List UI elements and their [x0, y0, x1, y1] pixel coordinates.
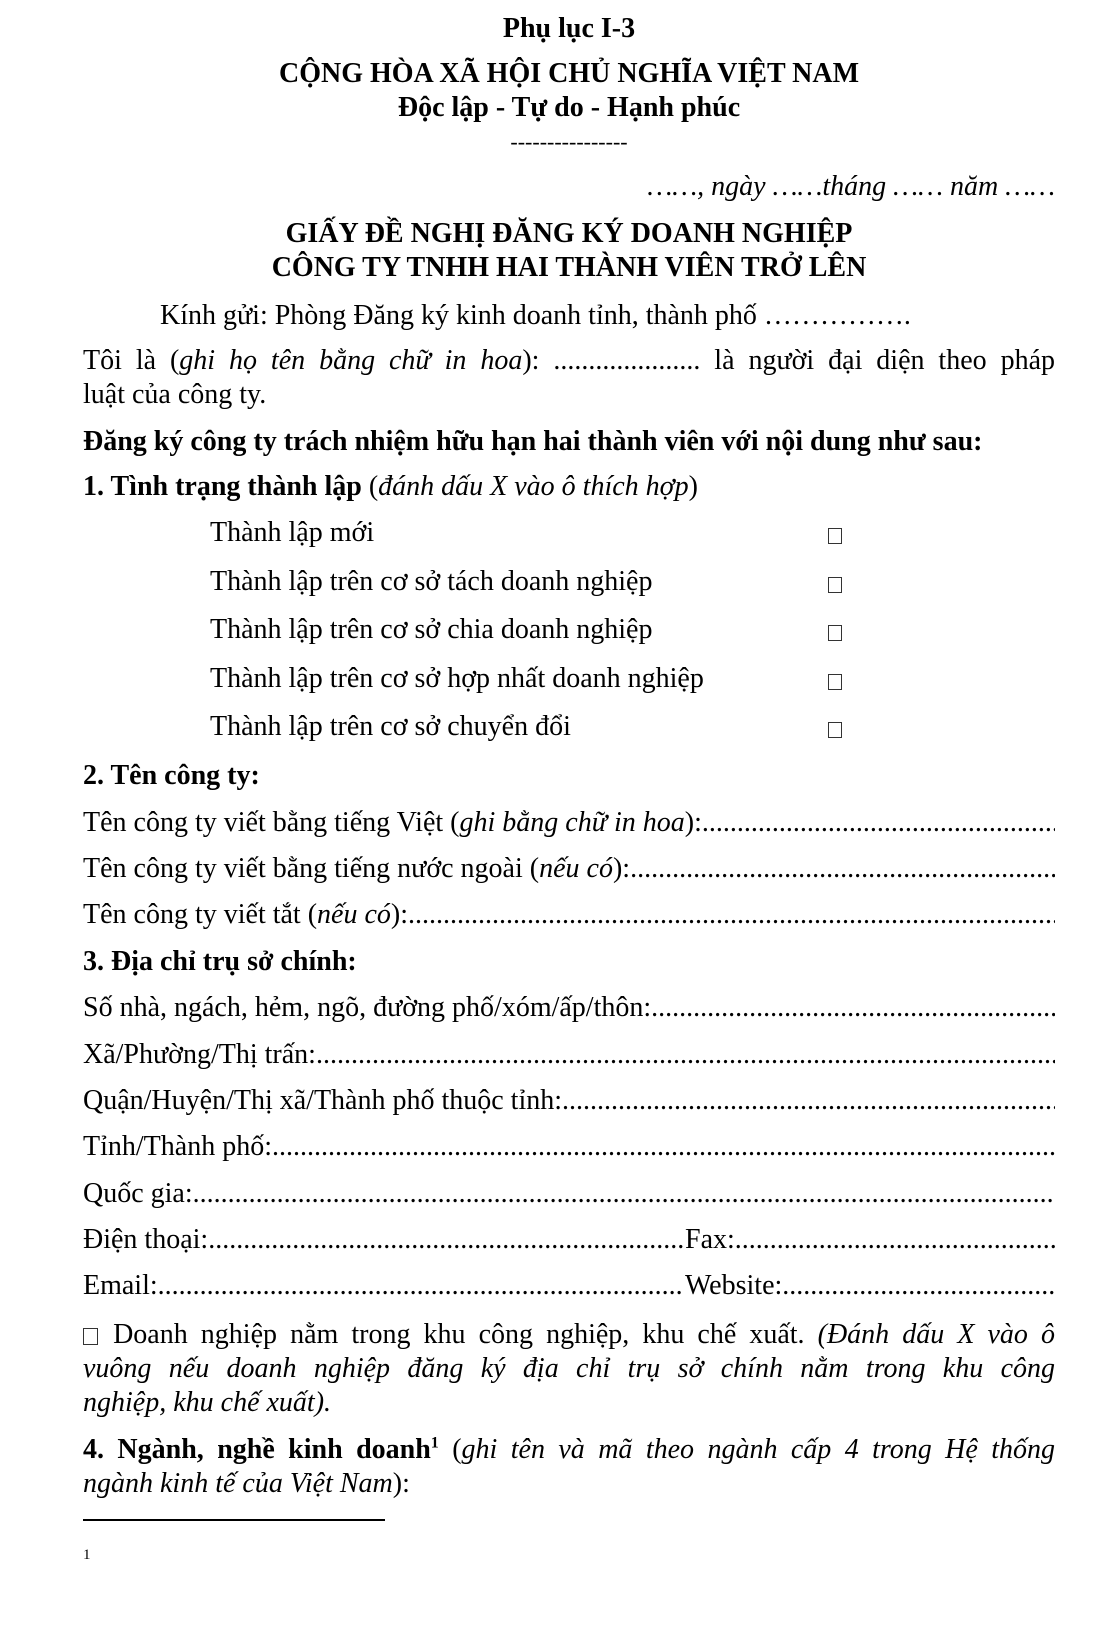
option-split: Thành lập trên cơ sở tách doanh nghiệp [210, 566, 653, 597]
section1-hint-close: ) [688, 471, 698, 502]
country-name: CỘNG HÒA XÃ HỘI CHỦ NGHĨA VIỆT NAM [278, 58, 860, 89]
option-new: Thành lập mới [210, 517, 375, 548]
ward-field[interactable] [83, 1038, 1055, 1072]
header-separator: ---------------- [510, 129, 628, 154]
province-label: Tỉnh/Thành phố: [83, 1131, 272, 1162]
industrial-zone-hint-3: nghiệp, khu chế xuất). [83, 1387, 332, 1418]
footnote-divider [83, 1519, 385, 1521]
phone-field[interactable] [83, 1223, 683, 1257]
ward-label: Xã/Phường/Thị trấn: [83, 1039, 316, 1070]
intro-mid: ): ..................... là người đại diện theo pháp [522, 345, 1055, 376]
intro-line [83, 344, 1055, 378]
form-title-line1: GIẤY ĐỀ NGHỊ ĐĂNG KÝ DOANH NGHIỆP [285, 218, 853, 249]
industrial-zone-checkbox[interactable] [83, 1328, 98, 1345]
date-line: ……, ngày ……tháng …… năm …… [647, 171, 1055, 202]
section4-heading-line2 [83, 1467, 410, 1501]
intro-hint: ghi họ tên bằng chữ in hoa [179, 345, 523, 376]
checkbox-merge[interactable] [828, 673, 842, 691]
footnote-number: 1 [83, 1547, 91, 1563]
appendix-label: Phụ lục I-3 [502, 13, 636, 44]
industrial-zone-hint-2: vuông nếu doanh nghiệp đăng ký địa chỉ trụ sở chính nằm trong khu công [83, 1353, 1055, 1384]
company-name-vn-suffix: ): [684, 807, 702, 838]
section1-heading [83, 470, 698, 504]
company-name-short-label: Tên công ty viết tắt ( [83, 899, 318, 930]
checkbox-split[interactable] [828, 576, 842, 594]
company-name-short-suffix: ): [390, 899, 409, 930]
company-name-short-field[interactable] [83, 898, 1055, 932]
industrial-zone-text: Doanh nghiệp nằm trong khu công nghiệp, khu chế xuất. [100, 1319, 818, 1350]
checkbox-convert[interactable] [828, 721, 842, 739]
country-field[interactable] [83, 1177, 1055, 1211]
form-title-line2: CÔNG TY TNHH HAI THÀNH VIÊN TRỞ LÊN [271, 252, 867, 283]
province-field[interactable] [83, 1130, 1055, 1164]
company-name-vn-field[interactable] [83, 806, 1055, 840]
company-name-vn-label: Tên công ty viết bằng tiếng Việt ( [83, 807, 460, 838]
section4-hint-1: ghi tên và mã theo ngành cấp 4 trong Hệ thống [461, 1434, 1055, 1465]
section4-hint-2: ngành kinh tế của Việt Nam [83, 1468, 393, 1499]
street-field[interactable] [83, 991, 1055, 1025]
section4-heading [83, 1433, 1055, 1467]
company-name-foreign-label: Tên công ty viết bằng tiếng nước ngoài ( [83, 853, 540, 884]
phone-label: Điện thoại: [83, 1224, 209, 1255]
section4-hint-open: ( [438, 1434, 462, 1465]
industrial-zone-hint-1: (Đánh dấu X vào ô [817, 1319, 1055, 1350]
district-label: Quận/Huyện/Thị xã/Thành phố thuộc tỉnh: [83, 1085, 563, 1116]
intro-line2: luật của công ty. [83, 379, 267, 410]
email-field[interactable] [83, 1269, 683, 1303]
section1-hint: đánh dấu X vào ô thích hợp [378, 471, 689, 502]
section3-title: 3. Địa chỉ trụ sở chính: [83, 946, 357, 977]
checkbox-divide[interactable] [828, 624, 842, 642]
country-label: Quốc gia: [83, 1178, 193, 1209]
section4-hint-close: ): [392, 1468, 410, 1499]
option-convert: Thành lập trên cơ sở chuyển đổi [210, 711, 571, 742]
company-name-foreign-field[interactable] [83, 852, 1055, 886]
fax-field[interactable] [685, 1223, 1055, 1257]
national-motto: Độc lập - Tự do - Hạnh phúc [397, 92, 741, 123]
section4-title: 4. Ngành, nghề kinh doanh [83, 1434, 431, 1465]
section2-title: 2. Tên công ty: [83, 760, 260, 791]
option-divide: Thành lập trên cơ sở chia doanh nghiệp [210, 614, 653, 645]
company-name-vn-hint: ghi bằng chữ in hoa [459, 807, 685, 838]
footnote-ref[interactable]: 1 [430, 1434, 439, 1452]
section1-hint-open: ( [361, 471, 379, 502]
website-field[interactable] [685, 1269, 1055, 1303]
option-merge: Thành lập trên cơ sở hợp nhất doanh nghiệp [210, 663, 704, 694]
company-name-short-hint: nếu có [317, 899, 391, 930]
fax-label: Fax: [685, 1224, 735, 1255]
company-name-foreign-suffix: ): [612, 853, 631, 884]
checkbox-new[interactable] [828, 527, 842, 545]
industrial-zone-line1 [83, 1318, 1055, 1352]
recipient-line: Kính gửi: Phòng Đăng ký kinh doanh tỉnh, thành phố ……………. [160, 300, 911, 331]
company-name-foreign-hint: nếu có [539, 853, 613, 884]
section1-title: 1. Tình trạng thành lập [83, 471, 362, 502]
register-statement: Đăng ký công ty trách nhiệm hữu hạn hai thành viên với nội dung như sau: [83, 426, 983, 457]
website-label: Website: [685, 1270, 783, 1301]
intro-prefix: Tôi là ( [83, 345, 180, 376]
email-label: Email: [83, 1270, 158, 1301]
street-label: Số nhà, ngách, hẻm, ngõ, đường phố/xóm/ấp/thôn: [83, 992, 652, 1023]
district-field[interactable] [83, 1084, 1055, 1118]
